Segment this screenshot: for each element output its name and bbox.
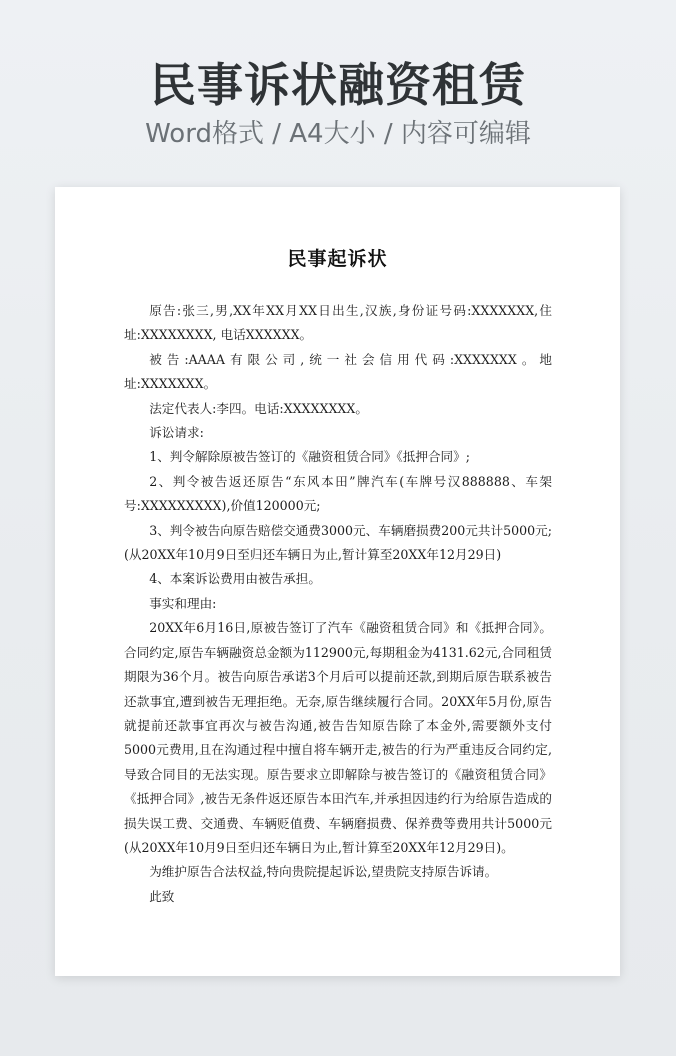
facts-heading: 事实和理由: [149, 595, 217, 611]
facts-paragraph: 20XX年6月16日,原被告签订了汽车《融资租赁合同》和《抵押合同》。合同约定,原告车辆融资总金额为112900元,每期租金为4131.62元,合同租赁期限为36个月。被告向原告承诺3个月后可以提前还款,到期后原告联系被告还款事宜,遭到被告无理拒绝。无奈,原告继续履行合同。20XX年5月份,原告就提前还款事宜再次与被告沟通,被告告知原告除了本金外,需要额外支付5000元费用,且在沟通过程中擅自将车辆开走,被告的行为严重违反合同约定,导致合同目的无法实现。原告要求立即解除与被告签订的《融资租赁合同》《抵押合同》,被告无条件返还原告本田汽车,并承担因违约行为给原告造成的损失误工费、交通费、车辆贬值费、车辆磨损费、保养费等费用共计5000元(从20XX年10月9日至归还车辆日为止,暂计算至20XX年12月29日)。 [124, 620, 552, 855]
claim-item-1: 1、判令解除原被告签订的《融资租赁合同》《抵押合同》; [149, 449, 470, 465]
document-title: 民事起诉状 [287, 248, 388, 270]
claim-item-3: 3、判令被告向原告赔偿交通费3000元、车辆磨损费200元共计5000元;(从20XX年10月9日至归还车辆日为止,暂计算至20XX年12月29日) [124, 522, 552, 563]
plaintiff-paragraph: 原告:张三,男,XX年XX月XX日出生,汉族,身份证号码:XXXXXXX,住址:XXXXXXXX, 电话XXXXXX。 [124, 303, 552, 343]
banner-subtitle: Word格式 / A4大小 / 内容可编辑 [145, 119, 531, 149]
document-page [55, 187, 620, 976]
claim-item-4: 4、本案诉讼费用由被告承担。 [149, 571, 321, 587]
claim-item-2: 2、判令被告返还原告“东风本田”牌汽车(车牌号汉888888、车架号:XXXXXXXXX),价值120000元; [124, 473, 552, 514]
claims-heading: 诉讼请求: [149, 425, 204, 441]
banner-title: 民事诉状融资租赁 [150, 58, 526, 112]
document-body [124, 299, 552, 909]
salutation: 此致 [149, 888, 175, 904]
defendant-paragraph: 被告:AAAA有限公司,统一社会信用代码:XXXXXXX。地址:XXXXXXX。 [124, 351, 552, 392]
legal-representative-paragraph: 法定代表人:李四。电话:XXXXXXXX。 [149, 400, 368, 416]
closing-paragraph: 为维护原告合法权益,特向贵院提起诉讼,望贵院支持原告诉请。 [149, 864, 498, 880]
